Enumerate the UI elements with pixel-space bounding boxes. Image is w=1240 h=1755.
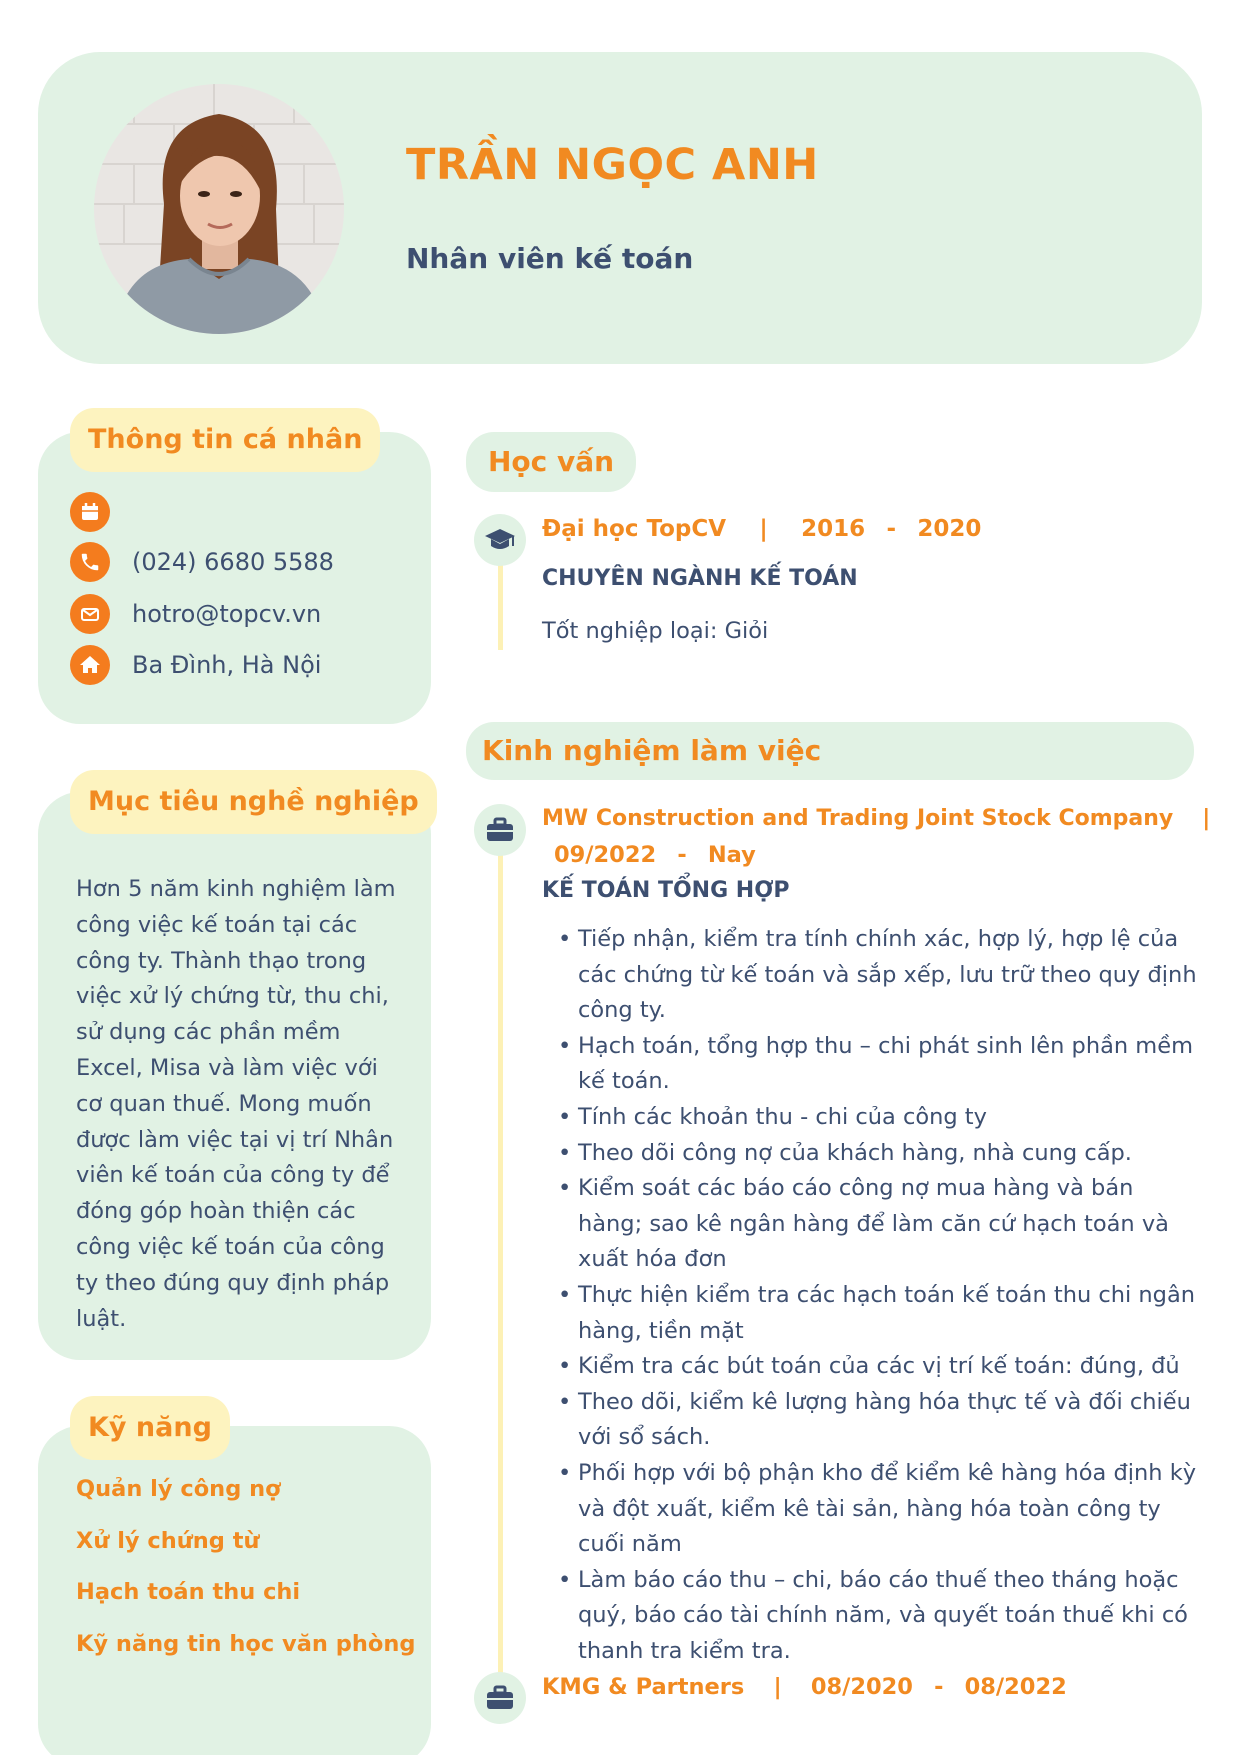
job-end-date: Nay — [707, 842, 756, 868]
separator: | — [1202, 806, 1211, 831]
duty-item: • Kiểm tra các bút toán của các vị trí kế toán: đúng, đủ — [558, 1349, 1198, 1385]
address-text: Ba Đình, Hà Nội — [132, 651, 322, 679]
duty-item: • Hạch toán, tổng hợp thu – chi phát sinh lên phần mềm kế toán. — [558, 1029, 1198, 1100]
job-1-company-line — [542, 806, 1210, 831]
job-1-duties — [558, 922, 1198, 1669]
duty-item: • Theo dõi công nợ của khách hàng, nhà cung cấp. — [558, 1136, 1198, 1172]
duty-item: • Phối hợp với bộ phận kho để kiểm kê hàng hóa định kỳ và đột xuất, kiểm kê tài sản, hàng hóa toàn công ty cuối năm — [558, 1456, 1198, 1563]
candidate-name: TRẦN NGỌC ANH — [406, 140, 819, 190]
education-end: 2020 — [917, 516, 982, 542]
home-icon — [70, 645, 110, 685]
contact-birthday — [70, 492, 132, 532]
company-name: MW Construction and Trading Joint Stock Company — [542, 806, 1174, 831]
contact-phone — [70, 542, 334, 582]
duty-item: • Làm báo cáo thu – chi, báo cáo thuế theo tháng hoặc quý, báo cáo tài chính năm, và quyết toán thuế khi có thanh tra kiểm tra. — [558, 1563, 1198, 1670]
phone-text[interactable]: (024) 6680 5588 — [132, 548, 334, 576]
education-major: CHUYÊN NGÀNH KẾ TOÁN — [542, 566, 858, 591]
duty-item: • Kiểm soát các báo cáo công nợ mua hàng và bán hàng; sao kê ngân hàng để làm căn cứ hạch toán và xuất hóa đơn — [558, 1171, 1198, 1278]
skills-list — [76, 1474, 415, 1680]
calendar-icon — [70, 492, 110, 532]
objective-panel — [38, 792, 431, 1360]
separator: | — [759, 516, 768, 542]
objective-text: Hơn 5 năm kinh nghiệm làm công việc kế toán tại các công ty. Thành thạo trong việc xử lý chứng từ, thu chi, sử dụng các phần mềm Excel, Misa và làm việc với cơ quan thuế. Mong muốn được làm việc tại vị trí Nhân viên kế toán của công ty để đóng góp hoàn thiện các công việc kế toán của công ty theo đúng quy định pháp luật. — [76, 876, 396, 1332]
duty-item: • Theo dõi, kiểm kê lượng hàng hóa thực tế và đối chiếu với sổ sách. — [558, 1385, 1198, 1456]
education-header-line — [542, 516, 981, 542]
duty-item: • Tính các khoản thu - chi của công ty — [558, 1100, 1198, 1136]
skills-panel — [38, 1426, 431, 1755]
briefcase-icon — [474, 1672, 526, 1724]
objective-heading: Mục tiêu nghề nghiệp — [70, 770, 437, 834]
experience-timeline — [498, 830, 503, 1700]
personal-info-heading: Thông tin cá nhân — [70, 408, 380, 472]
job-2-company-line — [542, 1674, 1067, 1700]
graduation-cap-icon — [474, 514, 526, 566]
job-end-date: 08/2022 — [964, 1674, 1067, 1700]
experience-heading: Kinh nghiệm làm việc — [466, 722, 1194, 780]
job-1-position: KẾ TOÁN TỔNG HỢP — [542, 878, 790, 903]
education-start: 2016 — [801, 516, 866, 542]
skill-item: Hạch toán thu chi — [76, 1579, 301, 1605]
date-dash: - — [886, 516, 896, 542]
personal-info-panel — [38, 432, 431, 724]
skill-item: Xử lý chứng từ — [76, 1527, 260, 1554]
job-start-date: 09/2022 — [554, 842, 657, 868]
job-title: Nhân viên kế toán — [406, 242, 694, 275]
job-start-date: 08/2020 — [810, 1674, 913, 1700]
phone-icon — [70, 542, 110, 582]
header-card — [38, 52, 1202, 364]
job-1-dates — [554, 842, 756, 868]
duty-item: • Tiếp nhận, kiểm tra tính chính xác, hợp lý, hợp lệ của các chứng từ kế toán và sắp xếp, lưu trữ theo quy định công ty. — [558, 922, 1198, 1029]
education-note: Tốt nghiệp loại: Giỏi — [542, 618, 769, 644]
skills-heading: Kỹ năng — [70, 1396, 230, 1460]
briefcase-icon — [474, 804, 526, 856]
contact-email — [70, 594, 321, 634]
date-dash: - — [677, 842, 687, 868]
company-name: KMG & Partners — [542, 1674, 745, 1700]
skill-item: Kỹ năng tin học văn phòng — [76, 1630, 416, 1657]
contact-address — [70, 645, 321, 685]
profile-photo — [94, 84, 344, 334]
email-text[interactable]: hotro@topcv.vn — [132, 600, 322, 628]
skill-item: Quản lý công nợ — [76, 1476, 281, 1502]
separator: | — [773, 1674, 782, 1700]
school-name: Đại học TopCV — [542, 516, 727, 542]
email-icon — [70, 594, 110, 634]
date-dash: - — [934, 1674, 944, 1700]
duty-item: • Thực hiện kiểm tra các hạch toán kế toán thu chi ngân hàng, tiền mặt — [558, 1278, 1198, 1349]
education-heading: Học vấn — [466, 432, 636, 492]
